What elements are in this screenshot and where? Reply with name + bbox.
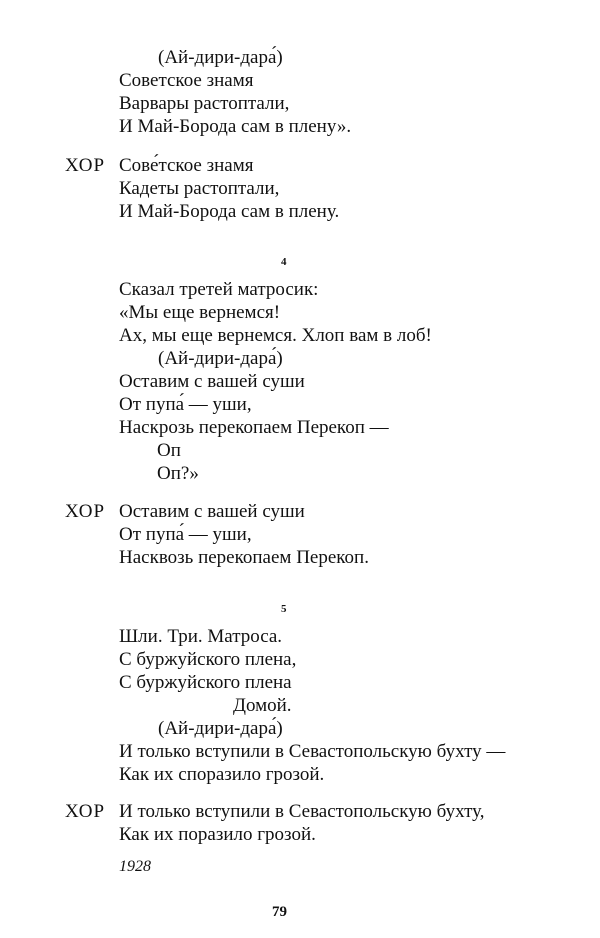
verse-line: Как их споразило грозой. (119, 764, 325, 785)
verse-line: Наскрозь перекопаем Перекоп — (119, 417, 389, 438)
chorus-speaker: ХОР (65, 501, 106, 522)
verse-line: «Мы еще вернемся! (119, 302, 281, 323)
verse-line: И только вступили в Севастопольскую бухту — (119, 741, 506, 762)
chorus-speaker: ХОР (65, 155, 106, 176)
poem-date: 1928 (119, 858, 151, 875)
verse-line: Сказал третей матросик: (119, 279, 319, 300)
verse-line: С буржуйского плена (119, 672, 292, 693)
verse-line: Кадеты растоптали, (119, 178, 280, 199)
verse-line: И Май-Борода сам в плену». (119, 116, 352, 137)
verse-line: Насквозь перекопаем Перекоп. (119, 547, 369, 568)
verse-line: Домой. (233, 695, 292, 716)
verse-line: С буржуйского плена, (119, 649, 297, 670)
verse-line: Оставим с вашей суши (119, 501, 305, 522)
verse-line: Советское знамя (119, 70, 254, 91)
verse-line: (Ай-дири-дара́) (158, 47, 283, 68)
section-number: 5 (281, 603, 287, 615)
verse-line: И Май-Борода сам в плену. (119, 201, 340, 222)
verse-line: И только вступили в Севастопольскую бухту, (119, 801, 485, 822)
verse-line: Ах, мы еще вернемся. Хлоп вам в лоб! (119, 325, 432, 346)
verse-line: Оп (157, 440, 181, 461)
page-number: 79 (272, 904, 287, 920)
verse-line: От пупа́ — уши, (119, 394, 252, 415)
verse-line: (Ай-дири-дара́) (158, 348, 283, 369)
verse-line: Как их поразило грозой. (119, 824, 316, 845)
verse-line: Оставим с вашей суши (119, 371, 305, 392)
verse-line: От пупа́ — уши, (119, 524, 252, 545)
verse-line: Оп?» (157, 463, 199, 484)
verse-line: Шли. Три. Матроса. (119, 626, 283, 647)
verse-line: Варвары растоптали, (119, 93, 290, 114)
verse-line: (Ай-дири-дара́) (158, 718, 283, 739)
chorus-speaker: ХОР (65, 801, 106, 822)
section-number: 4 (281, 256, 287, 268)
verse-line: Сове́тское знамя (119, 155, 254, 176)
